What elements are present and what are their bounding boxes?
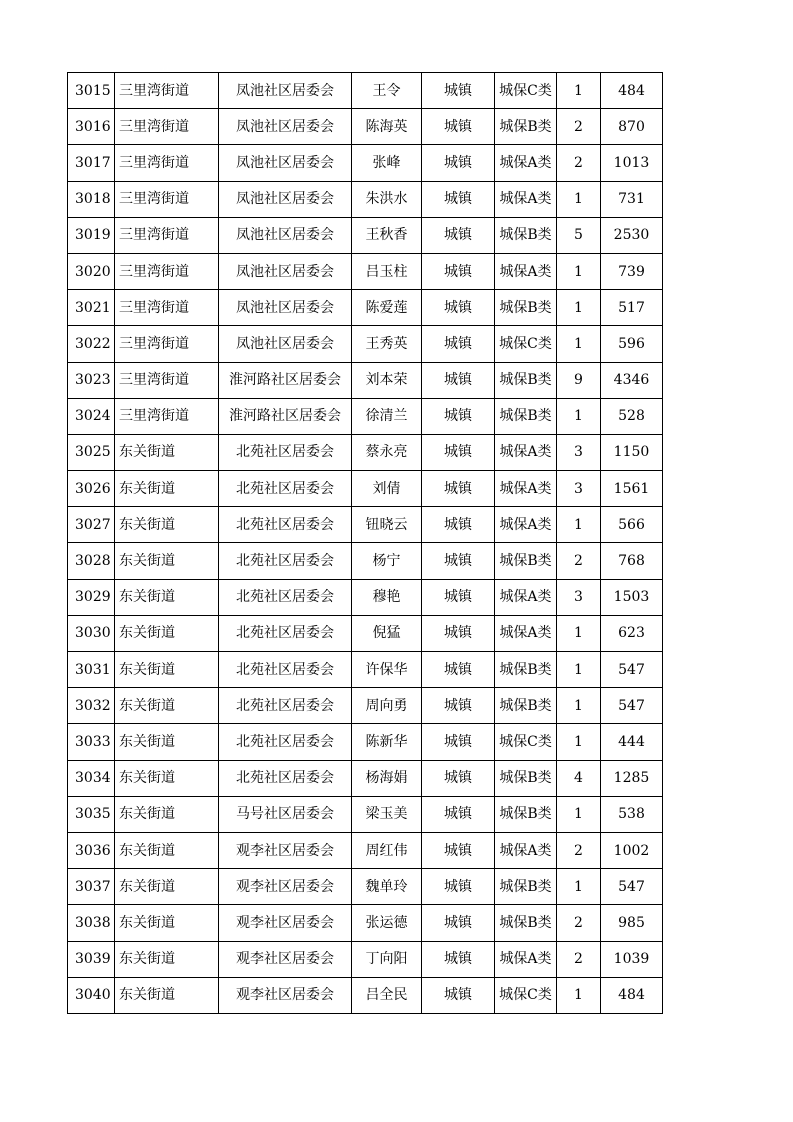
cell-category: 城保A类: [495, 253, 557, 289]
table-row: [68, 217, 663, 253]
cell-street: 东关街道: [115, 615, 219, 651]
cell-category: 城保B类: [495, 796, 557, 832]
cell-area-type: 城镇: [422, 652, 495, 688]
cell-person-name: 杨海娟: [352, 760, 422, 796]
cell-area-type: 城镇: [422, 145, 495, 181]
cell-category: 城保A类: [495, 181, 557, 217]
cell-community: 观李社区居委会: [219, 905, 352, 941]
table-row: [68, 941, 663, 977]
table-row: [68, 832, 663, 868]
cell-area-type: 城镇: [422, 217, 495, 253]
cell-community: 北苑社区居委会: [219, 615, 352, 651]
cell-street: 东关街道: [115, 579, 219, 615]
cell-household-count: 5: [557, 217, 601, 253]
table-row: [68, 688, 663, 724]
cell-street: 三里湾街道: [115, 73, 219, 109]
cell-area-type: 城镇: [422, 362, 495, 398]
cell-category: 城保B类: [495, 869, 557, 905]
cell-amount: 2530: [601, 217, 663, 253]
cell-community: 观李社区居委会: [219, 977, 352, 1013]
cell-amount: 484: [601, 977, 663, 1013]
cell-category: 城保B类: [495, 398, 557, 434]
cell-community: 观李社区居委会: [219, 941, 352, 977]
cell-amount: 1503: [601, 579, 663, 615]
cell-area-type: 城镇: [422, 832, 495, 868]
cell-serial-number: 3033: [68, 724, 115, 760]
cell-household-count: 3: [557, 434, 601, 470]
cell-household-count: 2: [557, 145, 601, 181]
cell-serial-number: 3032: [68, 688, 115, 724]
cell-category: 城保B类: [495, 760, 557, 796]
cell-household-count: 3: [557, 471, 601, 507]
cell-amount: 1150: [601, 434, 663, 470]
cell-category: 城保B类: [495, 217, 557, 253]
cell-serial-number: 3037: [68, 869, 115, 905]
cell-household-count: 1: [557, 688, 601, 724]
cell-street: 东关街道: [115, 724, 219, 760]
cell-category: 城保C类: [495, 326, 557, 362]
cell-category: 城保A类: [495, 579, 557, 615]
cell-area-type: 城镇: [422, 109, 495, 145]
cell-category: 城保B类: [495, 905, 557, 941]
cell-household-count: 1: [557, 326, 601, 362]
cell-household-count: 1: [557, 796, 601, 832]
cell-street: 东关街道: [115, 652, 219, 688]
cell-category: 城保B类: [495, 688, 557, 724]
cell-household-count: 1: [557, 73, 601, 109]
cell-community: 北苑社区居委会: [219, 688, 352, 724]
cell-category: 城保B类: [495, 109, 557, 145]
cell-amount: 566: [601, 507, 663, 543]
cell-household-count: 1: [557, 507, 601, 543]
cell-community: 马号社区居委会: [219, 796, 352, 832]
cell-person-name: 张峰: [352, 145, 422, 181]
cell-area-type: 城镇: [422, 869, 495, 905]
cell-street: 三里湾街道: [115, 253, 219, 289]
cell-area-type: 城镇: [422, 615, 495, 651]
cell-serial-number: 3031: [68, 652, 115, 688]
cell-serial-number: 3029: [68, 579, 115, 615]
cell-person-name: 穆艳: [352, 579, 422, 615]
cell-area-type: 城镇: [422, 73, 495, 109]
cell-amount: 538: [601, 796, 663, 832]
cell-category: 城保B类: [495, 362, 557, 398]
cell-category: 城保A类: [495, 507, 557, 543]
cell-category: 城保C类: [495, 73, 557, 109]
cell-household-count: 1: [557, 724, 601, 760]
cell-street: 三里湾街道: [115, 145, 219, 181]
cell-serial-number: 3028: [68, 543, 115, 579]
cell-community: 北苑社区居委会: [219, 579, 352, 615]
cell-community: 凤池社区居委会: [219, 181, 352, 217]
cell-household-count: 2: [557, 905, 601, 941]
table-row: [68, 290, 663, 326]
cell-serial-number: 3035: [68, 796, 115, 832]
cell-amount: 547: [601, 688, 663, 724]
cell-community: 凤池社区居委会: [219, 326, 352, 362]
cell-person-name: 陈海英: [352, 109, 422, 145]
cell-person-name: 王令: [352, 73, 422, 109]
cell-person-name: 王秀英: [352, 326, 422, 362]
cell-area-type: 城镇: [422, 253, 495, 289]
cell-amount: 1002: [601, 832, 663, 868]
cell-person-name: 丁向阳: [352, 941, 422, 977]
cell-amount: 623: [601, 615, 663, 651]
cell-household-count: 1: [557, 290, 601, 326]
cell-amount: 528: [601, 398, 663, 434]
cell-category: 城保A类: [495, 615, 557, 651]
cell-household-count: 2: [557, 832, 601, 868]
table-row: [68, 760, 663, 796]
cell-category: 城保A类: [495, 434, 557, 470]
cell-amount: 739: [601, 253, 663, 289]
cell-person-name: 张运德: [352, 905, 422, 941]
cell-amount: 870: [601, 109, 663, 145]
cell-amount: 444: [601, 724, 663, 760]
cell-amount: 484: [601, 73, 663, 109]
cell-person-name: 钮晓云: [352, 507, 422, 543]
cell-community: 凤池社区居委会: [219, 73, 352, 109]
cell-household-count: 1: [557, 869, 601, 905]
cell-street: 东关街道: [115, 796, 219, 832]
cell-area-type: 城镇: [422, 326, 495, 362]
cell-amount: 985: [601, 905, 663, 941]
cell-street: 三里湾街道: [115, 109, 219, 145]
cell-person-name: 梁玉美: [352, 796, 422, 832]
cell-street: 东关街道: [115, 832, 219, 868]
cell-household-count: 3: [557, 579, 601, 615]
cell-community: 凤池社区居委会: [219, 109, 352, 145]
cell-category: 城保B类: [495, 652, 557, 688]
table-row: [68, 905, 663, 941]
cell-category: 城保A类: [495, 145, 557, 181]
cell-street: 三里湾街道: [115, 181, 219, 217]
table-row: [68, 145, 663, 181]
cell-category: 城保A类: [495, 471, 557, 507]
cell-household-count: 1: [557, 398, 601, 434]
cell-household-count: 4: [557, 760, 601, 796]
cell-serial-number: 3025: [68, 434, 115, 470]
cell-amount: 1039: [601, 941, 663, 977]
cell-person-name: 刘倩: [352, 471, 422, 507]
cell-person-name: 徐清兰: [352, 398, 422, 434]
cell-area-type: 城镇: [422, 471, 495, 507]
cell-amount: 547: [601, 869, 663, 905]
cell-community: 凤池社区居委会: [219, 253, 352, 289]
cell-community: 北苑社区居委会: [219, 543, 352, 579]
cell-serial-number: 3018: [68, 181, 115, 217]
cell-community: 淮河路社区居委会: [219, 398, 352, 434]
cell-amount: 596: [601, 326, 663, 362]
cell-household-count: 2: [557, 941, 601, 977]
cell-street: 东关街道: [115, 869, 219, 905]
table-row: [68, 724, 663, 760]
cell-category: 城保B类: [495, 543, 557, 579]
cell-serial-number: 3022: [68, 326, 115, 362]
cell-serial-number: 3030: [68, 615, 115, 651]
table-row: [68, 181, 663, 217]
cell-person-name: 蔡永亮: [352, 434, 422, 470]
cell-category: 城保C类: [495, 977, 557, 1013]
cell-category: 城保A类: [495, 832, 557, 868]
cell-serial-number: 3036: [68, 832, 115, 868]
table-row: [68, 434, 663, 470]
cell-community: 观李社区居委会: [219, 869, 352, 905]
cell-household-count: 1: [557, 652, 601, 688]
table-row: [68, 869, 663, 905]
cell-serial-number: 3038: [68, 905, 115, 941]
cell-area-type: 城镇: [422, 905, 495, 941]
table-row: [68, 652, 663, 688]
cell-area-type: 城镇: [422, 290, 495, 326]
cell-street: 三里湾街道: [115, 362, 219, 398]
cell-person-name: 吕玉柱: [352, 253, 422, 289]
cell-street: 三里湾街道: [115, 217, 219, 253]
cell-serial-number: 3020: [68, 253, 115, 289]
table-row: [68, 507, 663, 543]
cell-person-name: 朱洪水: [352, 181, 422, 217]
cell-person-name: 倪猛: [352, 615, 422, 651]
cell-serial-number: 3015: [68, 73, 115, 109]
cell-community: 观李社区居委会: [219, 832, 352, 868]
cell-person-name: 陈新华: [352, 724, 422, 760]
cell-area-type: 城镇: [422, 543, 495, 579]
cell-community: 北苑社区居委会: [219, 471, 352, 507]
cell-serial-number: 3019: [68, 217, 115, 253]
cell-amount: 4346: [601, 362, 663, 398]
table-row: [68, 796, 663, 832]
cell-street: 东关街道: [115, 977, 219, 1013]
table-row: [68, 579, 663, 615]
cell-category: 城保B类: [495, 290, 557, 326]
table-body: [68, 73, 663, 1014]
table-row: [68, 109, 663, 145]
cell-area-type: 城镇: [422, 507, 495, 543]
cell-street: 东关街道: [115, 434, 219, 470]
cell-serial-number: 3027: [68, 507, 115, 543]
cell-community: 凤池社区居委会: [219, 145, 352, 181]
relief-roster-table: [67, 72, 663, 1014]
cell-category: 城保C类: [495, 724, 557, 760]
cell-street: 东关街道: [115, 905, 219, 941]
cell-serial-number: 3040: [68, 977, 115, 1013]
table-row: [68, 398, 663, 434]
cell-area-type: 城镇: [422, 398, 495, 434]
cell-community: 凤池社区居委会: [219, 290, 352, 326]
cell-amount: 731: [601, 181, 663, 217]
cell-community: 北苑社区居委会: [219, 652, 352, 688]
cell-area-type: 城镇: [422, 977, 495, 1013]
cell-serial-number: 3023: [68, 362, 115, 398]
cell-household-count: 1: [557, 253, 601, 289]
cell-street: 东关街道: [115, 760, 219, 796]
table-row: [68, 73, 663, 109]
cell-community: 淮河路社区居委会: [219, 362, 352, 398]
cell-serial-number: 3034: [68, 760, 115, 796]
cell-amount: 517: [601, 290, 663, 326]
cell-amount: 768: [601, 543, 663, 579]
cell-street: 东关街道: [115, 941, 219, 977]
cell-area-type: 城镇: [422, 579, 495, 615]
cell-community: 北苑社区居委会: [219, 507, 352, 543]
cell-serial-number: 3016: [68, 109, 115, 145]
table-row: [68, 253, 663, 289]
cell-category: 城保A类: [495, 941, 557, 977]
cell-serial-number: 3024: [68, 398, 115, 434]
cell-area-type: 城镇: [422, 760, 495, 796]
cell-street: 东关街道: [115, 543, 219, 579]
cell-household-count: 1: [557, 615, 601, 651]
cell-person-name: 吕全民: [352, 977, 422, 1013]
cell-street: 东关街道: [115, 507, 219, 543]
cell-area-type: 城镇: [422, 724, 495, 760]
cell-person-name: 魏单玲: [352, 869, 422, 905]
cell-street: 三里湾街道: [115, 326, 219, 362]
cell-person-name: 许保华: [352, 652, 422, 688]
cell-household-count: 1: [557, 181, 601, 217]
cell-area-type: 城镇: [422, 796, 495, 832]
cell-amount: 547: [601, 652, 663, 688]
cell-person-name: 周红伟: [352, 832, 422, 868]
cell-household-count: 1: [557, 977, 601, 1013]
cell-person-name: 杨宁: [352, 543, 422, 579]
cell-person-name: 陈爱莲: [352, 290, 422, 326]
table-row: [68, 362, 663, 398]
cell-household-count: 2: [557, 109, 601, 145]
cell-serial-number: 3039: [68, 941, 115, 977]
table-row: [68, 543, 663, 579]
cell-serial-number: 3026: [68, 471, 115, 507]
cell-amount: 1561: [601, 471, 663, 507]
cell-person-name: 周向勇: [352, 688, 422, 724]
cell-person-name: 王秋香: [352, 217, 422, 253]
table-row: [68, 326, 663, 362]
cell-household-count: 9: [557, 362, 601, 398]
cell-community: 凤池社区居委会: [219, 217, 352, 253]
cell-amount: 1285: [601, 760, 663, 796]
cell-amount: 1013: [601, 145, 663, 181]
cell-serial-number: 3021: [68, 290, 115, 326]
cell-street: 三里湾街道: [115, 398, 219, 434]
table-row: [68, 615, 663, 651]
cell-area-type: 城镇: [422, 941, 495, 977]
cell-community: 北苑社区居委会: [219, 724, 352, 760]
cell-serial-number: 3017: [68, 145, 115, 181]
table-row: [68, 977, 663, 1013]
cell-street: 三里湾街道: [115, 290, 219, 326]
table-row: [68, 471, 663, 507]
cell-street: 东关街道: [115, 471, 219, 507]
cell-person-name: 刘本荣: [352, 362, 422, 398]
cell-community: 北苑社区居委会: [219, 760, 352, 796]
cell-area-type: 城镇: [422, 181, 495, 217]
cell-street: 东关街道: [115, 688, 219, 724]
cell-community: 北苑社区居委会: [219, 434, 352, 470]
cell-household-count: 2: [557, 543, 601, 579]
cell-area-type: 城镇: [422, 434, 495, 470]
cell-area-type: 城镇: [422, 688, 495, 724]
